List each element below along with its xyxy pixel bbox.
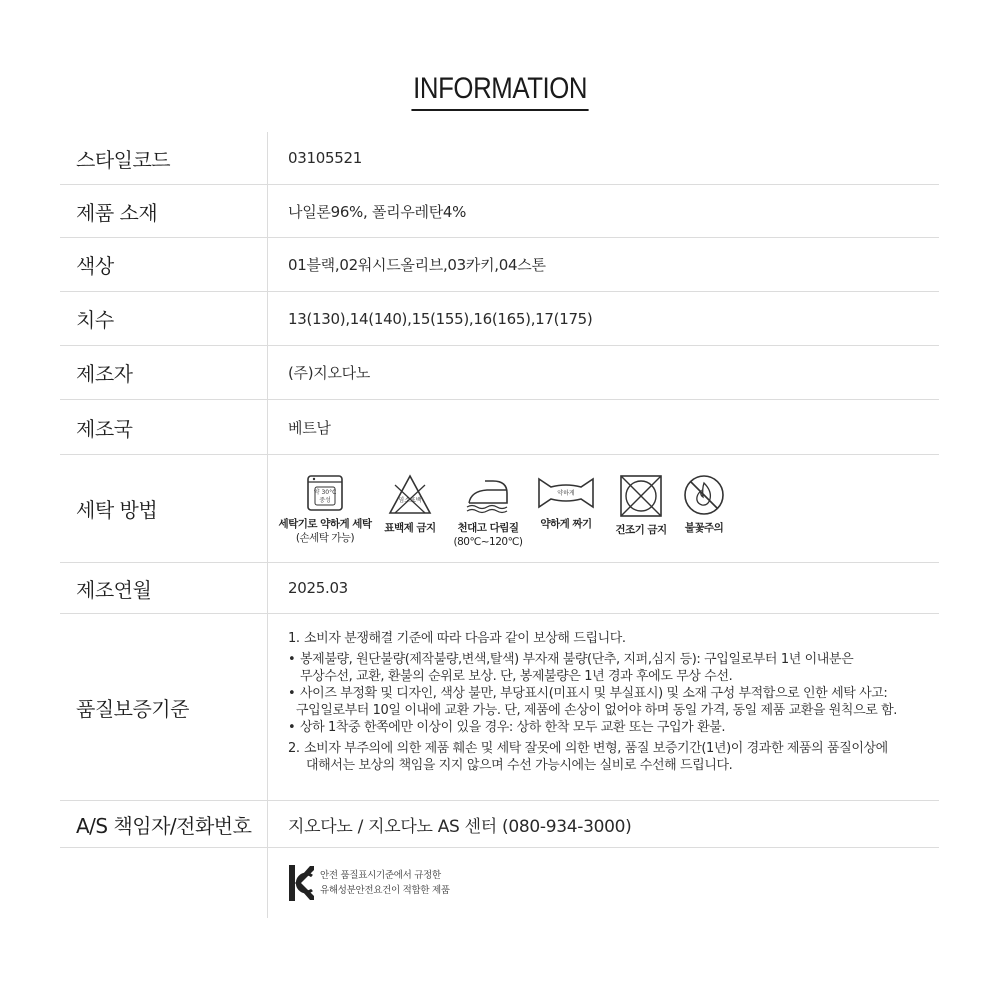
care-wring bbox=[530, 473, 602, 531]
bleach-text: 염소표백 bbox=[398, 497, 422, 504]
care-wash-label-main: 세탁기로 약하게 세탁 bbox=[278, 518, 372, 530]
quality-b1b: 무상수선, 교환, 환불의 순위로 보상. 단, 봉제불량은 1년 경과 후에도 무상 수선. bbox=[300, 669, 733, 684]
column-divider bbox=[267, 132, 268, 184]
iron-cloth-icon bbox=[463, 473, 513, 517]
kc-line-1: 안전 품질표시기준에서 규정한 bbox=[320, 870, 441, 881]
color-label: 색상 bbox=[76, 254, 114, 278]
as-value: 지오다노 / 지오다노 AS 센터 (080-934-3000) bbox=[288, 816, 632, 837]
kc-line-2: 유해성분안전요건이 적합한 제품 bbox=[320, 885, 450, 896]
care-fire-label: 불꽃주의 bbox=[684, 522, 724, 534]
info-table bbox=[60, 132, 939, 918]
care-iron bbox=[448, 473, 528, 549]
row-kc bbox=[60, 848, 939, 918]
date-label: 제조연월 bbox=[76, 577, 152, 602]
care-wash bbox=[278, 473, 372, 545]
column-divider bbox=[267, 801, 268, 847]
size-value: 13(130),14(140),15(155),16(165),17(175) bbox=[288, 309, 593, 328]
quality-p1: 소비자 분쟁해결 기준에 따라 다음과 같이 보상해 드립니다. bbox=[304, 631, 626, 646]
row-color bbox=[60, 238, 939, 292]
quality-b3: 상하 1착중 한쪽에만 이상이 있을 경우: 상하 한착 모두 교환 또는 구입가 환불. bbox=[300, 720, 726, 735]
wring-text: 약하게 bbox=[557, 490, 575, 497]
no-bleach-icon bbox=[387, 473, 433, 517]
care-bleach-label: 표백제 금지 bbox=[384, 522, 436, 534]
no-fire-icon bbox=[682, 473, 726, 517]
bullet: • bbox=[288, 720, 296, 735]
gentle-wring-icon bbox=[535, 473, 597, 513]
row-maker bbox=[60, 346, 939, 400]
quality-bullet-2 bbox=[288, 685, 939, 702]
no-tumble-dry-icon bbox=[618, 473, 664, 519]
size-label: 치수 bbox=[76, 308, 114, 332]
maker-label: 제조자 bbox=[76, 362, 133, 386]
country-value: 베트남 bbox=[288, 418, 331, 437]
column-divider bbox=[267, 614, 268, 800]
washing-label: 세탁 방법 bbox=[76, 498, 158, 522]
care-wash-label bbox=[278, 517, 371, 545]
column-divider bbox=[267, 292, 268, 345]
quality-bullet-3 bbox=[288, 719, 939, 736]
color-value: 01블랙,02워시드올리브,03카키,04스톤 bbox=[288, 256, 546, 274]
info-title-wrap bbox=[0, 72, 1000, 111]
row-size bbox=[60, 292, 939, 346]
column-divider bbox=[267, 400, 268, 454]
style-code-value: 03105521 bbox=[288, 149, 362, 167]
quality-num-1: 1. bbox=[288, 631, 300, 646]
quality-item-2 bbox=[288, 740, 939, 757]
material-label: 제품 소재 bbox=[76, 200, 158, 225]
care-fire bbox=[676, 473, 732, 535]
quality-p2a: 소비자 부주의에 의한 제품 훼손 및 세탁 잘못에 의한 변형, 품질 보증기간(1년)이 경과한 제품의 품질이상에 bbox=[304, 741, 888, 756]
row-country bbox=[60, 400, 939, 455]
quality-b1a: 봉제불량, 원단불량(제작불량,변색,탈색) 부자재 불량(단추, 지퍼,심지 등): 구입일로부터 1년 이내분은 bbox=[300, 652, 854, 667]
wash-temp-text: 약 30°C bbox=[313, 489, 337, 496]
column-divider bbox=[267, 848, 268, 918]
kc-certification bbox=[288, 864, 450, 902]
row-style-code bbox=[60, 132, 939, 185]
page-title: INFORMATION bbox=[411, 72, 588, 111]
hand-wash-30-icon bbox=[305, 473, 345, 513]
column-divider bbox=[267, 563, 268, 613]
column-divider bbox=[267, 346, 268, 399]
care-wash-label-sub: (손세탁 가능) bbox=[295, 532, 355, 544]
bullet: • bbox=[288, 652, 296, 667]
care-dry-label: 건조기 금지 bbox=[615, 524, 667, 536]
kc-mark-icon bbox=[288, 864, 314, 902]
care-iron-label-sub: (80℃~120℃) bbox=[453, 536, 523, 548]
quality-num-2: 2. bbox=[288, 741, 300, 756]
care-dry bbox=[608, 473, 674, 537]
row-material bbox=[60, 185, 939, 238]
quality-bullet-1 bbox=[288, 651, 939, 668]
quality-b2a: 사이즈 부정확 및 디자인, 색상 불만, 부당표시(미표시 및 부실표시) 및 소재 구성 부적합으로 인한 세탁 사고: bbox=[300, 686, 888, 701]
as-label: A/S 책임자/전화번호 bbox=[76, 813, 252, 838]
style-code-label: 스타일코드 bbox=[76, 147, 171, 172]
care-iron-label-main: 천대고 다림질 bbox=[457, 522, 519, 534]
row-washing bbox=[60, 455, 939, 563]
kc-text bbox=[320, 868, 450, 898]
care-bleach bbox=[376, 473, 444, 535]
column-divider bbox=[267, 455, 268, 562]
quality-label: 품질보증기준 bbox=[76, 696, 189, 721]
row-date bbox=[60, 563, 939, 614]
quality-p2b: 대해서는 보상의 책임을 지지 않으며 수선 가능시에는 실비로 수선해 드립니다. bbox=[306, 758, 733, 773]
material-value: 나일론96%, 폴리우레탄4% bbox=[288, 202, 467, 221]
care-wring-label: 약하게 짜기 bbox=[540, 518, 592, 530]
row-quality bbox=[60, 614, 939, 801]
row-as bbox=[60, 801, 939, 848]
column-divider bbox=[267, 238, 268, 291]
date-value: 2025.03 bbox=[288, 579, 348, 597]
bullet: • bbox=[288, 686, 296, 701]
maker-value: (주)지오다노 bbox=[288, 364, 371, 382]
quality-b2b: 구입일로부터 10일 이내에 교환 가능. 단, 제품에 손상이 없어야 하며 동일 가격, 동일 제품 교환을 원칙으로 함. bbox=[296, 703, 898, 718]
quality-text bbox=[288, 630, 939, 774]
care-symbols bbox=[278, 473, 732, 549]
country-label: 제조국 bbox=[76, 416, 133, 441]
wash-neutral-text: 중성 bbox=[319, 497, 331, 504]
quality-item-1 bbox=[288, 630, 939, 647]
column-divider bbox=[267, 185, 268, 237]
care-iron-label bbox=[454, 521, 523, 549]
